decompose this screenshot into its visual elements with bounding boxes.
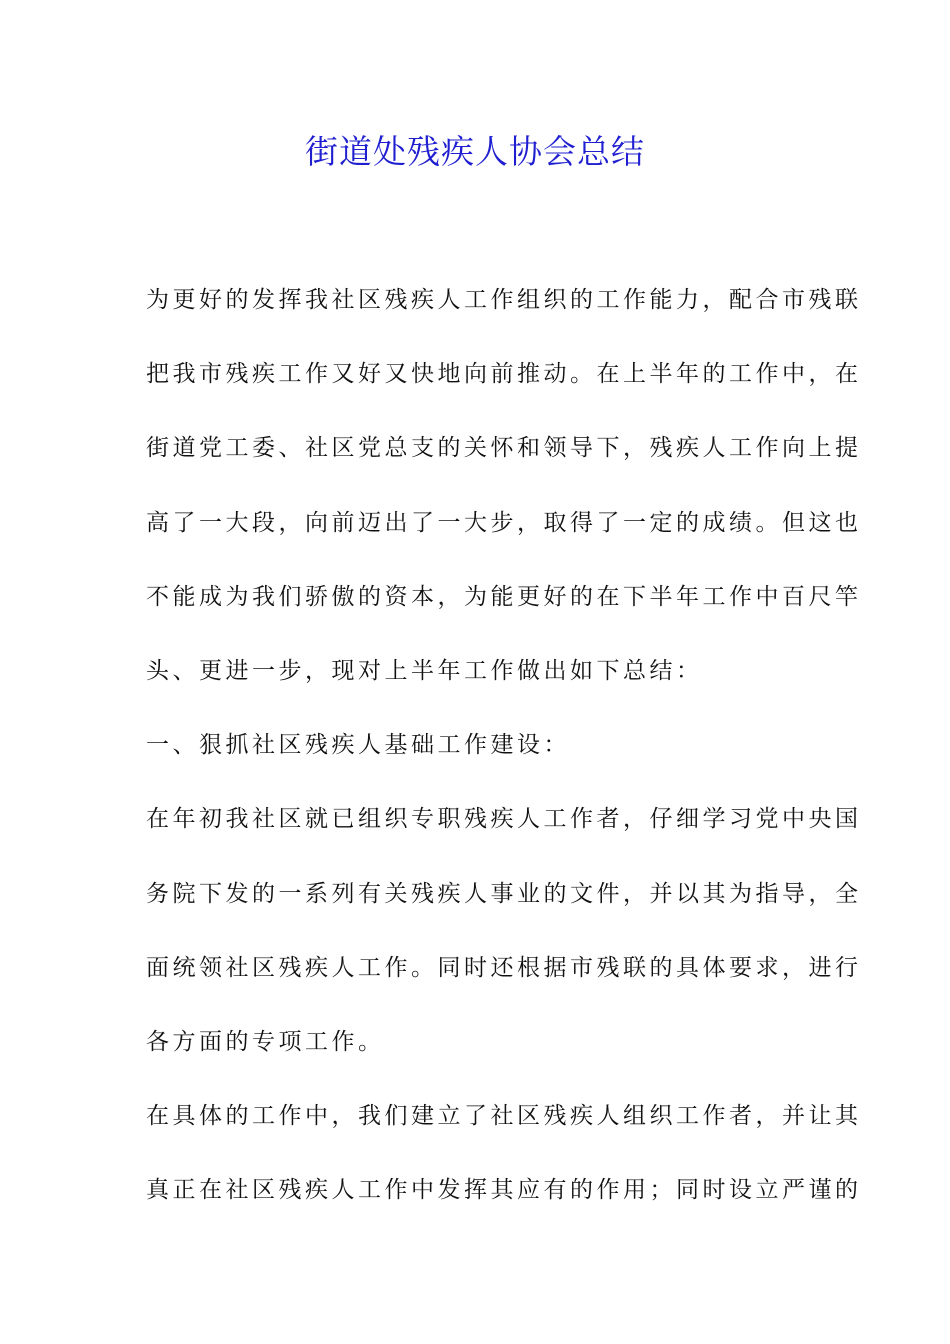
- body-line: 不能成为我们骄傲的资本，为能更好的在下半年工作中百尺竿: [146, 583, 862, 610]
- body-line: 为更好的发挥我社区残疾人工作组织的工作能力，配合市残联: [146, 287, 862, 313]
- body-line: 把我市残疾工作又好又快地向前推动。在上半年的工作中，在: [146, 361, 862, 388]
- body-line: 在年初我社区就已组织专职残疾人工作者，仔细学习党中央国: [146, 806, 862, 833]
- body-line: 各方面的专项工作。: [146, 1028, 385, 1055]
- body-line: 在具体的工作中，我们建立了社区残疾人组织工作者，并让其: [146, 1103, 862, 1130]
- body-line: 高了一大段，向前迈出了一大步，取得了一定的成绩。但这也: [146, 509, 862, 536]
- document-title: 街道处残疾人协会总结: [305, 132, 645, 171]
- body-line: 街道党工委、社区党总支的关怀和领导下，残疾人工作向上提: [146, 435, 862, 462]
- section-heading: 一、狠抓社区残疾人基础工作建设：: [146, 732, 570, 759]
- body-line: 头、更进一步，现对上半年工作做出如下总结：: [146, 657, 703, 684]
- body-line: 面统领社区残疾人工作。同时还根据市残联的具体要求，进行: [146, 954, 862, 981]
- document-body: [146, 263, 862, 1227]
- body-line: 务院下发的一系列有关残疾人事业的文件，并以其为指导，全: [146, 880, 862, 907]
- body-line: 真正在社区残疾人工作中发挥其应有的作用；同时设立严谨的: [146, 1177, 862, 1204]
